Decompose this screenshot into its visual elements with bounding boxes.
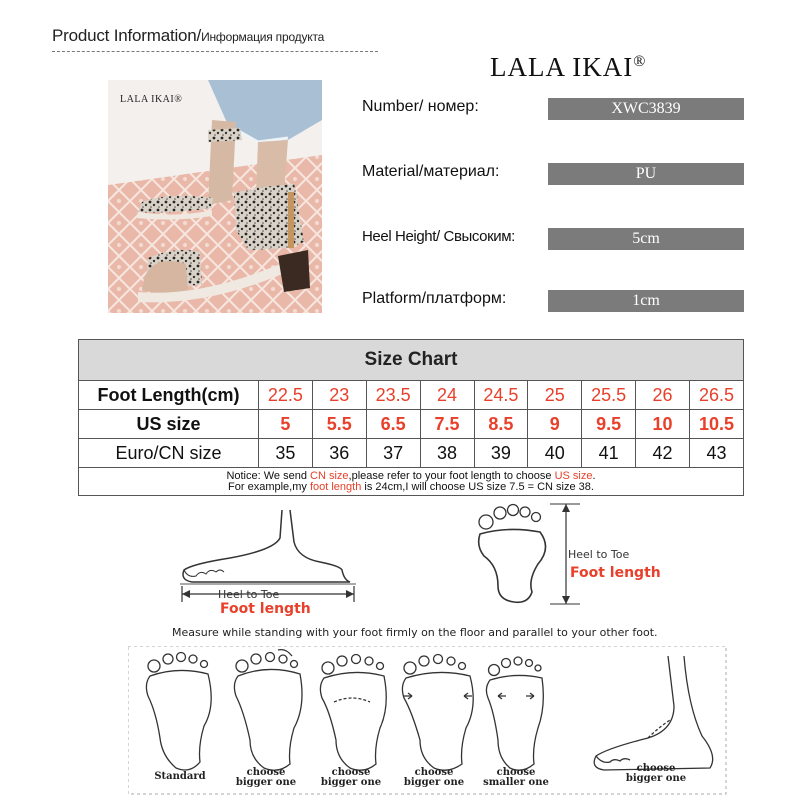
foot-wide — [402, 655, 473, 771]
notice-highlight: US size — [554, 470, 593, 482]
table-cell: 9 — [528, 410, 582, 439]
table-cell: 23 — [312, 381, 366, 410]
spec-label-number: Number/ номер: — [362, 98, 479, 115]
caption-line: bigger one — [320, 777, 382, 788]
table-cell: 38 — [420, 439, 474, 468]
title-underline — [52, 51, 378, 52]
row-label-us-size: US size — [79, 410, 259, 439]
table-cell: 5 — [259, 410, 313, 439]
table-cell: 8.5 — [474, 410, 528, 439]
table-cell: 22.5 — [259, 381, 313, 410]
caption-line: Standard — [154, 771, 206, 782]
section-title-ru: Информация продукта — [201, 30, 325, 44]
table-cell: 7.5 — [420, 410, 474, 439]
foot-caption-2 — [226, 768, 306, 788]
foot-caption-6 — [616, 764, 696, 784]
top-heel-to-toe-label: Heel to Toe — [568, 548, 630, 561]
section-title — [52, 26, 324, 46]
measure-instruction: Measure while standing with your foot firmly on the floor and parallel to your other foot. — [172, 626, 658, 639]
table-cell: 23.5 — [366, 381, 420, 410]
notice-text: For example,my — [228, 481, 310, 493]
table-cell: 5.5 — [312, 410, 366, 439]
spec-label-material: Material/материал: — [362, 163, 500, 180]
foot-standard — [146, 653, 211, 771]
foot-wide-forefoot — [234, 650, 302, 771]
table-cell: 26 — [636, 381, 690, 410]
notice-highlight: CN size — [310, 470, 349, 482]
table-cell: 25 — [528, 381, 582, 410]
spec-value-heel-height: 5cm — [548, 228, 744, 250]
foot-caption-4 — [394, 768, 474, 788]
spec-value-platform: 1cm — [548, 290, 744, 312]
table-cell: 24 — [420, 381, 474, 410]
table-cell: 26.5 — [690, 381, 744, 410]
foot-high-instep — [320, 655, 386, 771]
section-title-en: Product Information/ — [52, 26, 202, 45]
table-row — [79, 410, 744, 439]
table-cell: 43 — [690, 439, 744, 468]
table-row — [79, 381, 744, 410]
table-cell: 35 — [259, 439, 313, 468]
caption-line: choose — [331, 767, 371, 778]
table-cell: 37 — [366, 439, 420, 468]
table-cell: 10.5 — [690, 410, 744, 439]
notice-text: ,please refer to your foot length to choose — [348, 470, 555, 482]
foot-caption-5 — [476, 768, 556, 788]
foot-narrow — [486, 657, 543, 770]
spec-value-material: PU — [548, 163, 744, 185]
size-notice — [79, 468, 744, 496]
side-foot-length-label: Foot length — [220, 601, 311, 617]
table-row — [79, 439, 744, 468]
caption-line: bigger one — [403, 777, 465, 788]
sandal-illustration — [108, 80, 322, 313]
caption-line: choose — [636, 763, 676, 774]
table-cell: 42 — [636, 439, 690, 468]
brand-name: LALA IKAI — [490, 52, 634, 82]
brand-logo — [490, 52, 646, 83]
foot-side-high-arch — [594, 656, 712, 770]
table-cell: 25.5 — [582, 381, 636, 410]
side-heel-to-toe-label: Heel to Toe — [218, 588, 280, 601]
spec-label-platform: Platform/платформ: — [362, 290, 507, 307]
table-cell: 40 — [528, 439, 582, 468]
caption-line: bigger one — [235, 777, 297, 788]
caption-line: choose — [496, 767, 536, 778]
notice-text: Notice: We send — [226, 470, 310, 482]
caption-line: smaller one — [483, 777, 549, 788]
table-cell: 36 — [312, 439, 366, 468]
notice-highlight: foot length — [309, 481, 362, 493]
size-chart-title: Size Chart — [79, 340, 744, 381]
registered-mark: ® — [633, 53, 647, 70]
row-label-euro-cn-size: Euro/CN size — [79, 439, 259, 468]
row-label-foot-length: Foot Length(cm) — [79, 381, 259, 410]
notice-text: is 24cm,I will choose US size 7.5 = CN size 38. — [361, 481, 594, 493]
table-cell: 39 — [474, 439, 528, 468]
product-photo — [108, 80, 322, 313]
foot-caption-standard — [140, 772, 220, 782]
caption-line: choose — [414, 767, 454, 778]
foot-caption-3 — [311, 768, 391, 788]
spec-value-number: XWC3839 — [548, 98, 744, 120]
spec-label-heel-height: Heel Height/ Свысоким: — [362, 228, 515, 245]
table-cell: 24.5 — [474, 381, 528, 410]
caption-line: choose — [246, 767, 286, 778]
table-cell: 9.5 — [582, 410, 636, 439]
notice-text: . — [592, 470, 596, 482]
caption-line: bigger one — [625, 773, 687, 784]
top-foot-length-label: Foot length — [570, 565, 661, 581]
table-cell: 41 — [582, 439, 636, 468]
photo-brand-logo: LALA IKAI® — [120, 94, 183, 105]
table-cell: 6.5 — [366, 410, 420, 439]
size-chart-table — [78, 339, 744, 496]
table-cell: 10 — [636, 410, 690, 439]
